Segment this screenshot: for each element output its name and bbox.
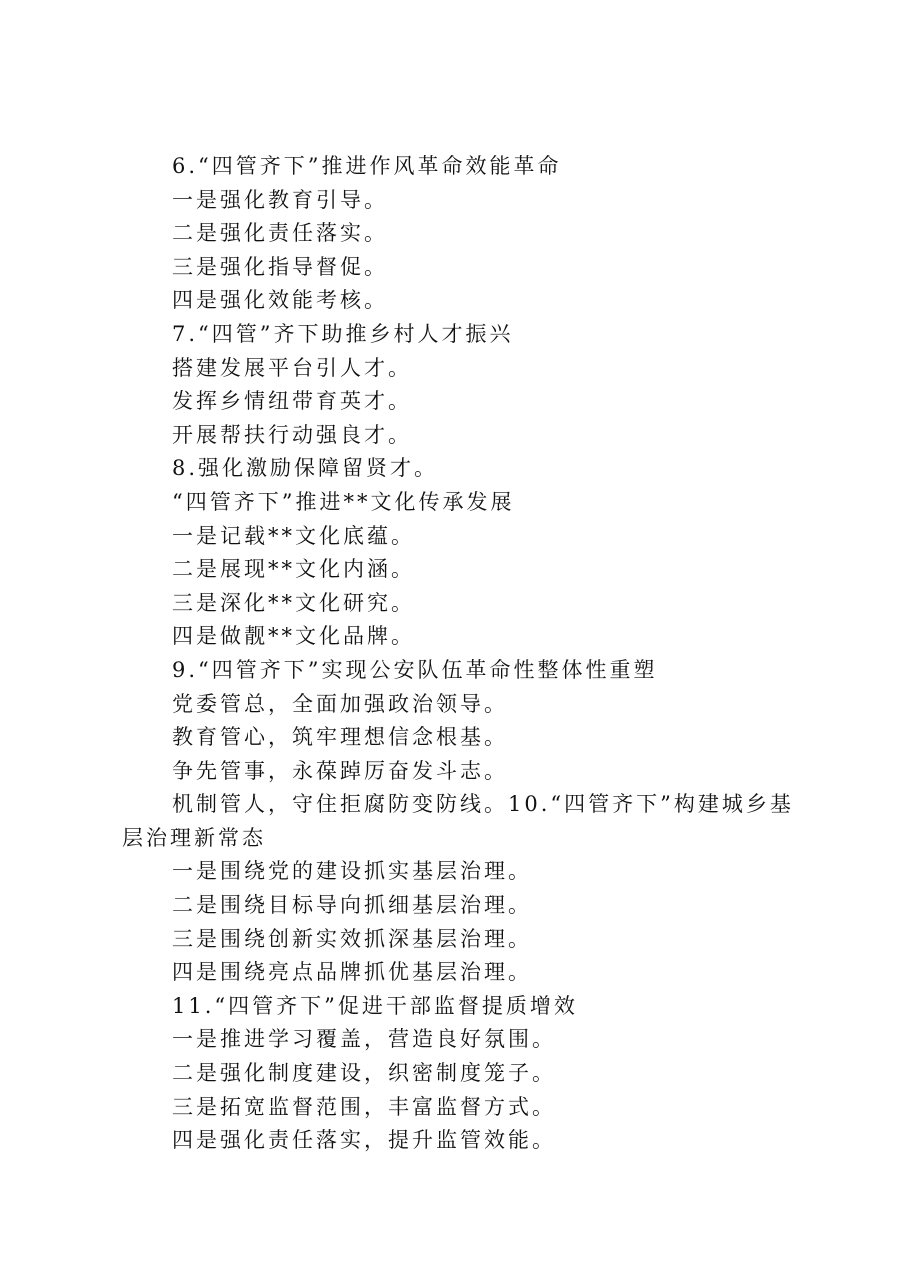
list-item: 二是围绕目标导向抓细基层治理。	[172, 893, 532, 918]
list-item-with-heading-10: 机制管人，守住拒腐防变防线。10.“四管齐下”构建城乡基层治理新常态	[122, 792, 794, 850]
list-item: 一是记载**文化底蕴。	[172, 523, 415, 548]
list-item: 教育管心，筑牢理想信念根基。	[172, 725, 508, 750]
list-item: 开展帮扶行动强良才。	[172, 422, 412, 447]
heading-11: 11.“四管齐下”促进干部监督提质增效	[172, 993, 578, 1018]
list-item: 二是强化制度建设，织密制度笼子。	[172, 1061, 556, 1086]
list-item: 二是展现**文化内涵。	[172, 557, 415, 582]
list-item: 一是推进学习覆盖，营造良好氛围。	[172, 1027, 556, 1052]
section-heading: “四管齐下”推进**文化传承发展	[172, 489, 515, 514]
list-item: 四是做靓**文化品牌。	[172, 624, 415, 649]
list-item: 争先管事，永葆踔厉奋发斗志。	[172, 758, 508, 783]
list-item: 发挥乡情纽带育英才。	[172, 389, 412, 414]
document-body	[122, 150, 802, 1158]
list-item: 一是强化教育引导。	[172, 187, 388, 212]
list-item: 三是拓宽监督范围，丰富监督方式。	[172, 1094, 556, 1119]
list-item: 三是围绕创新实效抓深基层治理。	[172, 926, 532, 951]
list-item: 三是深化**文化研究。	[172, 590, 415, 615]
list-item: 一是围绕党的建设抓实基层治理。	[172, 859, 532, 884]
list-item: 四是强化效能考核。	[172, 288, 388, 313]
heading-6: 6.“四管齐下”推进作风革命效能革命	[172, 154, 562, 178]
list-item: 搭建发展平台引人才。	[172, 355, 412, 380]
list-item: 四是围绕亮点品牌抓优基层治理。	[172, 960, 532, 985]
heading-7: 7.“四管”齐下助推乡村人才振兴	[172, 321, 514, 346]
list-item: 四是强化责任落实，提升监管效能。	[172, 1128, 556, 1153]
heading-9: 9.“四管齐下”实现公安队伍革命性整体性重塑	[172, 657, 658, 682]
list-item: 二是强化责任落实。	[172, 221, 388, 246]
list-item: 三是强化指导督促。	[172, 254, 388, 279]
heading-8: 8.强化激励保障留贤才。	[172, 456, 439, 481]
list-item: 党委管总，全面加强政治领导。	[172, 691, 508, 716]
